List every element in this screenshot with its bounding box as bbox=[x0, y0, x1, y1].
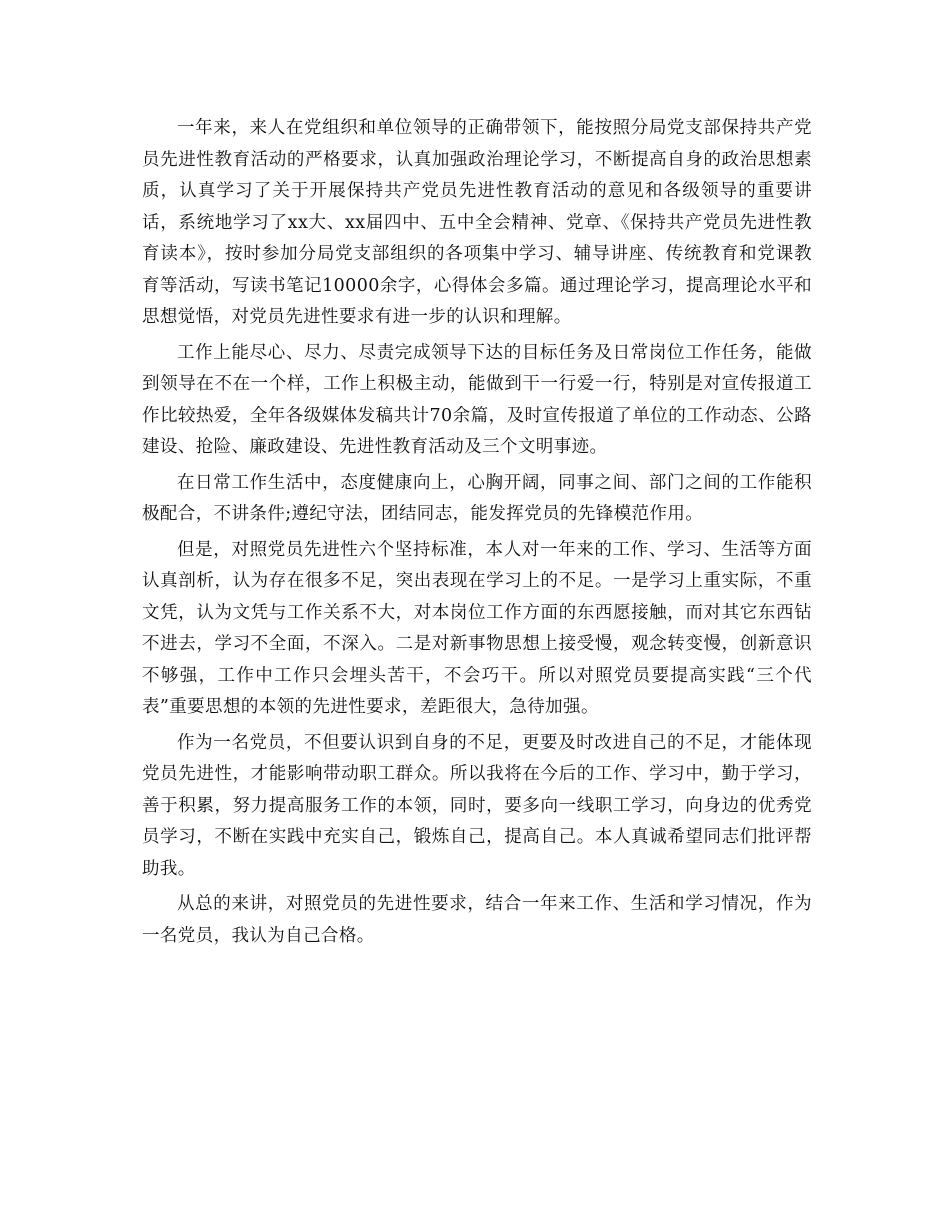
paragraph-4: 但是，对照党员先进性六个坚持标准，本人对一年来的工作、学习、生活等方面认真剖析，认为存在很多不足，突出表现在学习上的不足。一是学习上重实际，不重文凭，认为文凭与工作关系不大，对本岗位工作方面的东西愿接触，而对其它东西钻不进去，学习不全面，不深入。二是对新事物思想上接受慢，观念转变慢，创新意识不够强，工作中工作只会埋头苦干，不会巧干。所以对照党员要提高实践“三个代表”重要思想的本领的先进性要求，差距很大，急待加强。 bbox=[142, 539, 812, 717]
document-body bbox=[142, 113, 812, 956]
paragraph-1: 一年来，来人在党组织和单位领导的正确带领下，能按照分局党支部保持共产党员先进性教育活动的严格要求，认真加强政治理论学习，不断提高自身的政治思想素质，认真学习了关于开展保持共产党员先进性教育活动的意见和各级领导的重要讲话，系统地学习了xx大、xx届四中、五中全会精神、党章、《保持共产党员先进性教育读本》，按时参加分局党支部组织的各项集中学习、辅导讲座、传统教育和党课教育等活动，写读书笔记10000余字，心得体会多篇。通过理论学习，提高理论水平和思想觉悟，对党员先进性要求有进一步的认识和理解。 bbox=[142, 118, 812, 327]
paragraph-6: 从总的来讲，对照党员的先进性要求，结合一年来工作、生活和学习情况，作为一名党员，我认为自己合格。 bbox=[142, 894, 812, 946]
paragraph-3: 在日常工作生活中，态度健康向上，心胸开阔，同事之间、部门之间的工作能积极配合，不讲条件;遵纪守法，团结同志，能发挥党员的先锋模范作用。 bbox=[142, 472, 812, 524]
paragraph-2: 工作上能尽心、尽力、尽责完成领导下达的目标任务及日常岗位工作任务，能做到领导在不在一个样，工作上积极主动，能做到干一行爱一行，特别是对宣传报道工作比较热爱，全年各级媒体发稿共计70余篇，及时宣传报道了单位的工作动态、公路建设、抢险、廉政建设、先进性教育活动及三个文明事迹。 bbox=[142, 342, 812, 457]
paragraph-5: 作为一名党员，不但要认识到自身的不足，更要及时改进自己的不足，才能体现党员先进性，才能影响带动职工群众。所以我将在今后的工作、学习中，勤于学习，善于积累，努力提高服务工作的本领，同时，要多向一线职工学习，向身边的优秀党员学习，不断在实践中充实自己，锻炼自己，提高自己。本人真诚希望同志们批评帮助我。 bbox=[142, 732, 812, 879]
